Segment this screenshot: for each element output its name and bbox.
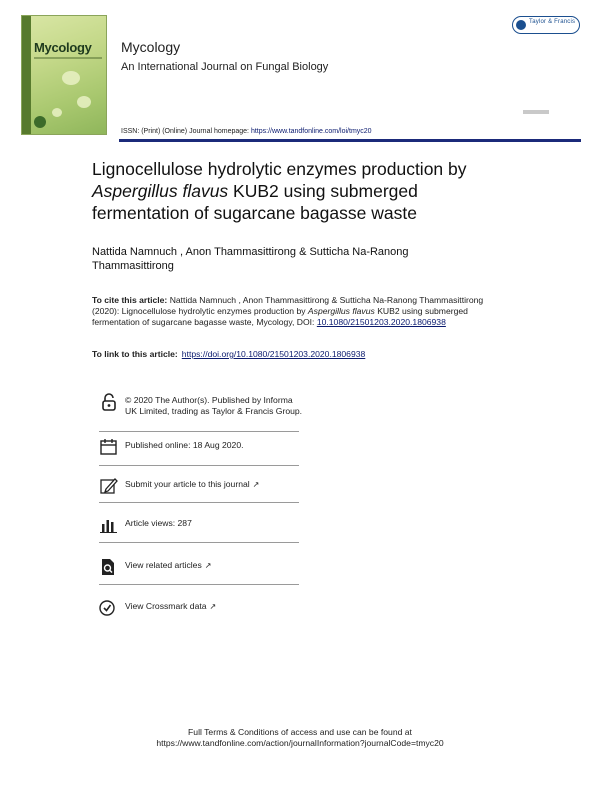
submit-text[interactable]: Submit your article to this journal [125, 479, 250, 489]
external-link-icon: ↗ [209, 602, 217, 611]
publisher-logo-text: Taylor & Francis [529, 19, 576, 25]
cover-decoration [77, 96, 91, 108]
footer-url[interactable]: https://www.tandfonline.com/action/journalInformation?journalCode=tmyc20 [156, 738, 444, 748]
issn-label: ISSN: (Print) (Online) Journal homepage: [121, 128, 249, 135]
views-row [99, 516, 299, 536]
views-text: Article views: 287 [125, 518, 192, 528]
bar-chart-icon [99, 516, 119, 534]
row-divider [99, 542, 299, 543]
header-rule [119, 139, 581, 142]
journal-title: Mycology [121, 39, 181, 55]
journal-subtitle: An International Journal on Fungal Biology [121, 61, 329, 73]
row-divider [99, 584, 299, 585]
calendar-icon [99, 438, 119, 456]
article-title-part2: KUB2 using submerged fermentation of sugarcane bagasse waste [92, 181, 418, 223]
row-divider [99, 465, 299, 466]
authors: Nattida Namnuch , Anon Thammasittirong & Sutticha Na-Ranong Thammasittirong [92, 246, 409, 272]
citation-doi-link[interactable]: 10.1080/21501203.2020.1806938 [316, 317, 446, 327]
publisher-logo-icon [516, 20, 526, 30]
row-divider [99, 431, 299, 432]
license-row[interactable] [99, 393, 303, 429]
issn-line [121, 128, 372, 135]
article-title-species: Aspergillus flavus [92, 181, 229, 201]
crossmark-row[interactable] [99, 599, 299, 619]
journal-cover-image [21, 15, 107, 135]
article-title [92, 158, 512, 224]
article-link-row [92, 349, 365, 359]
cover-title: Mycology [34, 40, 92, 55]
submit-row[interactable] [99, 477, 299, 497]
footer [0, 727, 600, 749]
citation-text-part2: KUB2 using submerged fermentation of sugarcane bagasse waste, Mycology, DOI: [92, 306, 468, 327]
journal-homepage-link[interactable]: https://www.tandfonline.com/loi/tmyc20 [250, 128, 372, 135]
citation-block [92, 295, 502, 328]
article-link-label: To link to this article: [92, 349, 178, 359]
published-text: Published online: 18 Aug 2020. [125, 440, 244, 450]
publisher-mark [523, 110, 549, 114]
external-link-icon: ↗ [252, 480, 260, 489]
related-row[interactable] [99, 558, 299, 578]
document-search-icon [99, 558, 119, 576]
citation-species: Aspergillus flavus [307, 306, 375, 316]
crossmark-text[interactable]: View Crossmark data [125, 601, 207, 611]
open-lock-icon [99, 393, 119, 411]
article-doi-url[interactable]: https://doi.org/10.1080/21501203.2020.1806938 [181, 349, 366, 359]
citation-text-part1: Nattida Namnuch , Anon Thammasittirong & Sutticha Na-Ranong Thammasittirong (2020): Lignocellulose hydrolytic enzymes production by [92, 295, 484, 316]
pencil-icon [99, 477, 119, 495]
publisher-logo[interactable] [512, 16, 580, 34]
external-link-icon: ↗ [204, 561, 212, 570]
cover-decoration [62, 71, 80, 85]
cover-strip [22, 16, 31, 134]
cover-decoration [52, 108, 62, 117]
crossmark-icon [99, 599, 119, 617]
article-title-part1: Lignocellulose hydrolytic enzymes production by [92, 159, 467, 179]
published-row [99, 438, 299, 458]
related-text[interactable]: View related articles [125, 560, 202, 570]
citation-label: To cite this article: [92, 295, 168, 305]
license-text: © 2020 The Author(s). Published by Informa UK Limited, trading as Taylor & Francis Group. [125, 395, 303, 416]
cover-seal [34, 116, 46, 128]
cover-subtitle-line [34, 57, 102, 59]
footer-terms: Full Terms & Conditions of access and use can be found at [188, 727, 412, 737]
row-divider [99, 502, 299, 503]
